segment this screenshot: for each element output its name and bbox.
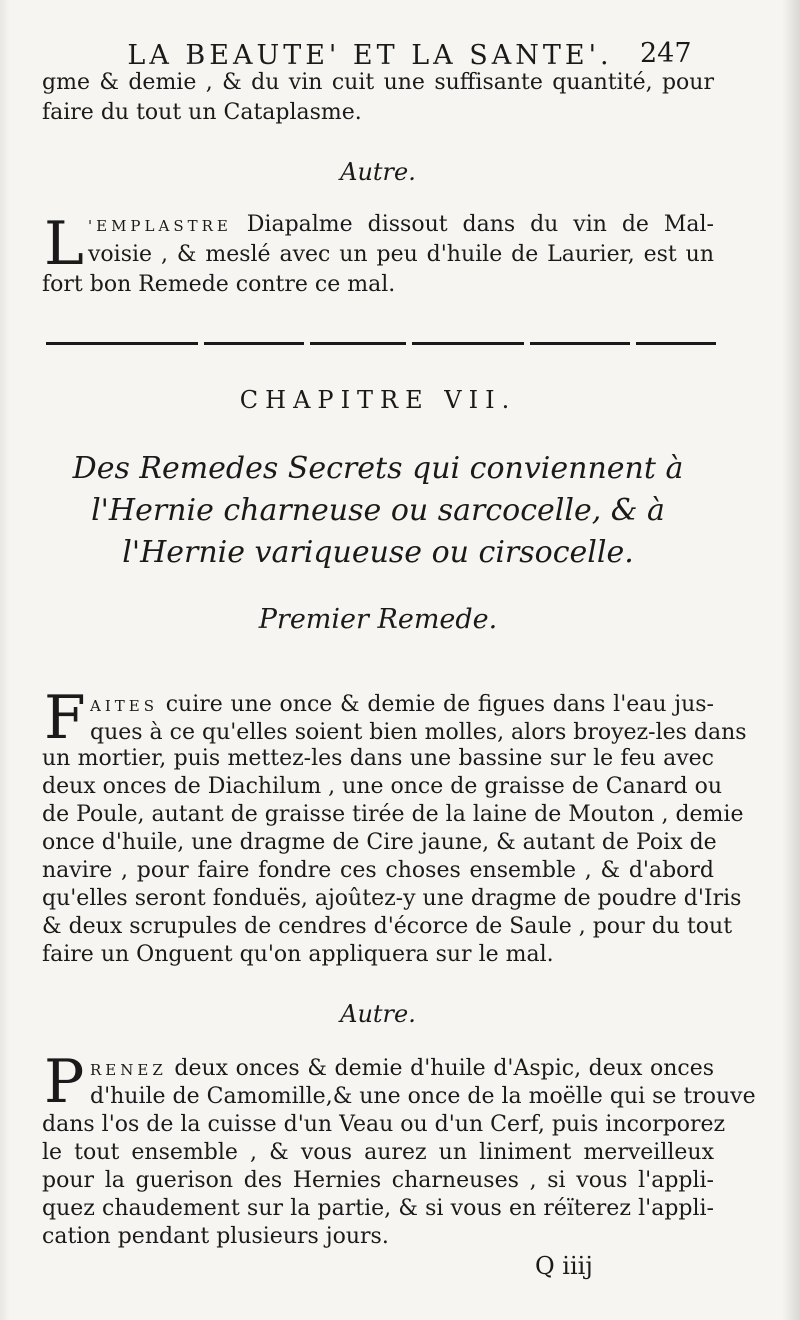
text-line: de Poule, autant de graisse tirée de la laine de Mouton , demie — [42, 802, 744, 827]
section-heading-premier-remede: Premier Remede. — [258, 604, 498, 635]
lead-word: 'EMPLASTRE — [88, 217, 232, 235]
text-line: voisie , & meslé avec un peu d'huile de Laurier, est un — [88, 242, 714, 267]
text-line — [90, 692, 714, 719]
page-edge-shadow — [782, 0, 800, 1320]
section-heading-autre: Autre. — [340, 1000, 416, 1028]
line-text: cuire une once & demie de figues dans l'eau jus- — [165, 692, 714, 717]
drop-cap: F — [44, 683, 86, 753]
chapter-title-line: Des Remedes Secrets qui conviennent à — [72, 451, 684, 486]
text-line: deux onces de Diachilum , une once de graisse de Canard ou — [42, 774, 723, 799]
running-title: LA BEAUTE' ET LA SANTE'. — [127, 40, 613, 71]
divider-rule — [204, 342, 304, 345]
divider-rule — [310, 342, 406, 345]
text-line: & deux scrupules de cendres d'écorce de Saule , pour du tout — [42, 914, 733, 939]
divider-rule — [636, 342, 716, 345]
text-line — [88, 212, 714, 239]
text-line: dans l'os de la cuisse d'un Veau ou d'un Cerf, puis incorporez — [42, 1112, 726, 1137]
text-line: fort bon Remede contre ce mal. — [42, 272, 396, 297]
text-line: faire un Onguent qu'on appliquera sur le mal. — [42, 942, 554, 967]
signature-mark: Q iiij — [535, 1252, 593, 1280]
text-line: un mortier, puis mettez-les dans une bassine sur le feu avec — [42, 746, 714, 771]
text-line: cation pendant plusieurs jours. — [42, 1224, 389, 1249]
divider-rule — [530, 342, 630, 345]
text-line: once d'huile, une dragme de Cire jaune, & autant de Poix de — [42, 830, 717, 855]
chapter-number: CHAPITRE VII. — [239, 386, 517, 414]
lead-word: RENEZ — [90, 1061, 167, 1079]
drop-cap: P — [44, 1047, 85, 1117]
divider-rule — [412, 342, 524, 345]
drop-cap: L — [44, 209, 84, 279]
section-heading-autre: Autre. — [340, 158, 416, 186]
text-line: ques à ce qu'elles soient bien molles, alors broyez-les dans — [90, 720, 747, 745]
text-line: gme & demie , & du vin cuit une suffisante quantité, pour — [42, 70, 714, 95]
text-line: le tout ensemble , & vous aurez un liniment merveilleux — [42, 1140, 714, 1165]
text-line: qu'elles seront fonduës, ajoûtez-y une dragme de poudre d'Iris — [42, 886, 742, 911]
text-line: pour la guerison des Hernies charneuses , si vous l'appli- — [42, 1168, 714, 1193]
text-line: quez chaudement sur la partie, & si vous en réïterez l'appli- — [42, 1196, 714, 1221]
text-line — [90, 1056, 714, 1083]
text-line: faire du tout un Cataplasme. — [42, 100, 362, 125]
divider-rule — [46, 342, 198, 345]
chapter-title-line: l'Hernie charneuse ou sarcocelle, & à — [91, 493, 665, 528]
page-number: 247 — [640, 38, 692, 69]
lead-word: AITES — [90, 697, 158, 715]
line-text: Diapalme dissout dans du vin de Mal- — [246, 212, 714, 237]
text-line: navire , pour faire fondre ces choses ensemble , & d'abord — [42, 858, 714, 883]
line-text: deux onces & demie d'huile d'Aspic, deux onces — [174, 1056, 714, 1081]
gutter-shadow — [0, 0, 10, 1320]
text-line: d'huile de Camomille,& une once de la moëlle qui se trouve — [90, 1084, 756, 1109]
chapter-title-line: l'Hernie variqueuse ou cirsocelle. — [122, 535, 634, 570]
